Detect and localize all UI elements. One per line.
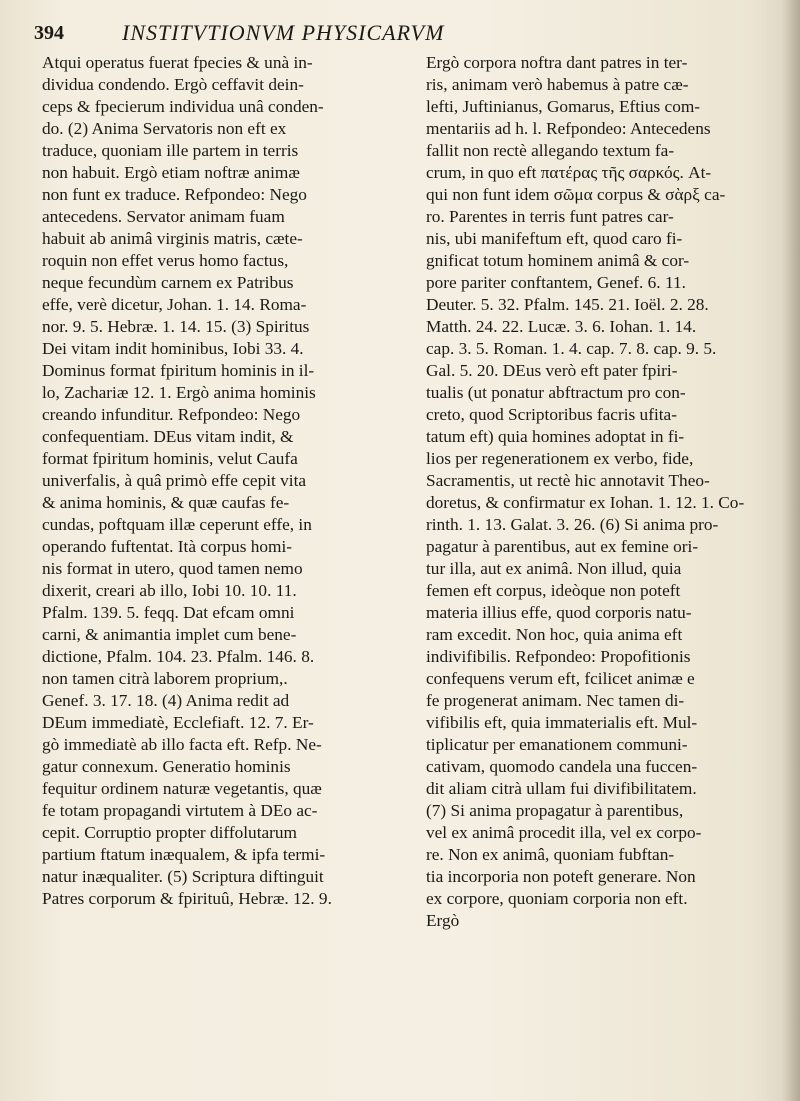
text-line: confequens verum eft, fcilicet animæ e — [426, 669, 695, 688]
text-line: vel ex animâ procedit illa, vel ex corpo- — [426, 823, 702, 842]
text-line: tur illa, aut ex animâ. Non illud, quia — [426, 559, 682, 578]
text-line: tualis (ut ponatur abftractum pro con- — [426, 383, 686, 402]
text-line: cativam, quomodo candela una fuccen- — [426, 757, 698, 776]
text-line: Ergò — [426, 911, 460, 930]
text-line: partium ftatum inæqualem, & ipfa termi- — [42, 845, 326, 864]
text-line: fequitur ordinem naturæ vegetantis, quæ — [42, 779, 322, 798]
text-line: dictione, Pfalm. 104. 23. Pfalm. 146. 8. — [42, 647, 315, 666]
text-line: qui non funt idem σῶμα corpus & σὰρξ ca- — [426, 185, 726, 204]
text-line: creando infunditur. Refpondeo: Nego — [42, 405, 301, 424]
text-line: pagatur à parentibus, aut ex femine ori- — [426, 537, 699, 556]
text-line: univerfalis, à quâ primò effe cepit vita — [42, 471, 307, 490]
text-line: materia illius effe, quod corporis natu- — [426, 603, 692, 622]
text-line: gnificat totum hominem animâ & cor- — [426, 251, 690, 270]
text-line: non funt ex traduce. Refpondeo: Nego — [42, 185, 307, 204]
text-line: dixerit, creari ab illo, Iobi 10. 10. 11. — [42, 581, 297, 600]
text-line: Dei vitam indit hominibus, Iobi 33. 4. — [42, 339, 304, 358]
text-line: Dominus format fpiritum hominis in il- — [42, 361, 315, 380]
text-line: doretus, & confirmatur ex Iohan. 1. 12. 1. Co- — [426, 493, 745, 512]
text-line: natur inæqualiter. (5) Scriptura diftinguit — [42, 867, 324, 886]
text-line: ceps & fpecierum individua unâ conden- — [42, 97, 324, 116]
text-line: (7) Si anima propagatur à parentibus, — [426, 801, 684, 820]
running-head: INSTITVTIONVM PHYSICARVM — [122, 20, 445, 45]
text-line: antecedens. Servator animam fuam — [42, 207, 285, 226]
text-line: gò immediatè ab illo facta eft. Refp. Ne- — [42, 735, 322, 754]
text-line: indivifibilis. Refpondeo: Propofitionis — [426, 647, 691, 666]
text-line: ris, animam verò habemus à patre cæ- — [426, 75, 689, 94]
text-line: dit aliam citrà ullam fui divifibilitatem. — [426, 779, 697, 798]
text-line: creto, quod Scriptoribus facris ufita- — [426, 405, 677, 424]
text-line: Deuter. 5. 32. Pfalm. 145. 21. Ioël. 2. 28. — [426, 295, 709, 314]
text-line: Ergò corpora noftra dant patres in ter- — [426, 53, 688, 72]
text-line: lefti, Juftinianus, Gomarus, Eftius com- — [426, 97, 701, 116]
text-line: tiplicatur per emanationem communi- — [426, 735, 688, 754]
text-line: tatum eft) quia homines adoptat in fi- — [426, 427, 685, 446]
text-line: effe, verè dicetur, Johan. 1. 14. Roma- — [42, 295, 307, 314]
text-line: Patres corporum & fpirituû, Hebræ. 12. 9. — [42, 889, 332, 908]
text-line: DEum immediatè, Ecclefiaft. 12. 7. Er- — [42, 713, 314, 732]
text-line: dividua condendo. Ergò ceffavit dein- — [42, 75, 304, 94]
text-line: lo, Zachariæ 12. 1. Ergò anima hominis — [42, 383, 316, 402]
text-line: nis format in utero, quod tamen nemo — [42, 559, 303, 578]
text-line: ram excedit. Non hoc, quia anima eft — [426, 625, 683, 644]
text-line: nor. 9. 5. Hebræ. 1. 14. 15. (3) Spiritus — [42, 317, 310, 336]
text-line: ro. Parentes in terris funt patres car- — [426, 207, 674, 226]
text-line: fe totam propagandi virtutem à DEo ac- — [42, 801, 318, 820]
text-line: cundas, poftquam illæ ceperunt effe, in — [42, 515, 312, 534]
page-number: 394 — [34, 22, 64, 44]
text-line: crum, in quo eft πατέρας τῆς σαρκός. At- — [426, 163, 712, 182]
text-line: non tamen citrà laborem proprium,. — [42, 669, 288, 688]
text-line: mentariis ad h. l. Refpondeo: Antecedens — [426, 119, 711, 138]
text-line: Genef. 3. 17. 18. (4) Anima redit ad — [42, 691, 290, 710]
text-line: pore pariter conftantem, Genef. 6. 11. — [426, 273, 686, 292]
text-line: vifibilis eft, quia immaterialis eft. Mul- — [426, 713, 698, 732]
text-line: tia incorporia non poteft generare. Non — [426, 867, 696, 886]
text-line: nis, ubi manifeftum eft, quod caro fi- — [426, 229, 683, 248]
text-line: do. (2) Anima Servatoris non eft ex — [42, 119, 287, 138]
text-line: traduce, quoniam ille partem in terris — [42, 141, 299, 160]
page-header — [34, 12, 774, 46]
text-line: roquin non effet verus homo factus, — [42, 251, 289, 270]
text-line: cepit. Corruptio propter diffolutarum — [42, 823, 297, 842]
text-line: gatur connexum. Generatio hominis — [42, 757, 291, 776]
text-line: Atqui operatus fuerat fpecies & unà in- — [42, 53, 313, 72]
text-line: re. Non ex animâ, quoniam fubftan- — [426, 845, 675, 864]
right-column — [426, 52, 762, 932]
text-line: confequentiam. DEus vitam indit, & — [42, 427, 294, 446]
text-line: cap. 3. 5. Roman. 1. 4. cap. 7. 8. cap. 9. 5. — [426, 339, 717, 358]
text-line: fe progenerat animam. Nec tamen di- — [426, 691, 685, 710]
text-line: lios per regenerationem ex verbo, fide, — [426, 449, 694, 468]
text-line: Pfalm. 139. 5. feqq. Dat efcam omni — [42, 603, 295, 622]
text-line: Sacramentis, ut rectè hic annotavit Theo- — [426, 471, 710, 490]
text-line: neque fecundùm carnem ex Patribus — [42, 273, 294, 292]
text-line: operando fuftentat. Ità corpus homi- — [42, 537, 293, 556]
left-column — [42, 52, 378, 910]
text-line: fallit non rectè allegando textum fa- — [426, 141, 675, 160]
text-line: Gal. 5. 20. DEus verò eft pater fpiri- — [426, 361, 678, 380]
text-line: format fpiritum hominis, velut Caufa — [42, 449, 298, 468]
text-line: carni, & animantia implet cum bene- — [42, 625, 297, 644]
text-line: Matth. 24. 22. Lucæ. 3. 6. Iohan. 1. 14. — [426, 317, 697, 336]
text-line: non habuit. Ergò etiam noftræ animæ — [42, 163, 300, 182]
text-line: & anima hominis, & quæ caufas fe- — [42, 493, 290, 512]
text-line: rinth. 1. 13. Galat. 3. 26. (6) Si anima pro- — [426, 515, 719, 534]
page-edge-shadow — [782, 0, 800, 1101]
text-line: ex corpore, quoniam corporia non eft. — [426, 889, 688, 908]
text-line: femen eft corpus, ideòque non poteft — [426, 581, 681, 600]
text-line: habuit ab animâ virginis matris, cæte- — [42, 229, 303, 248]
